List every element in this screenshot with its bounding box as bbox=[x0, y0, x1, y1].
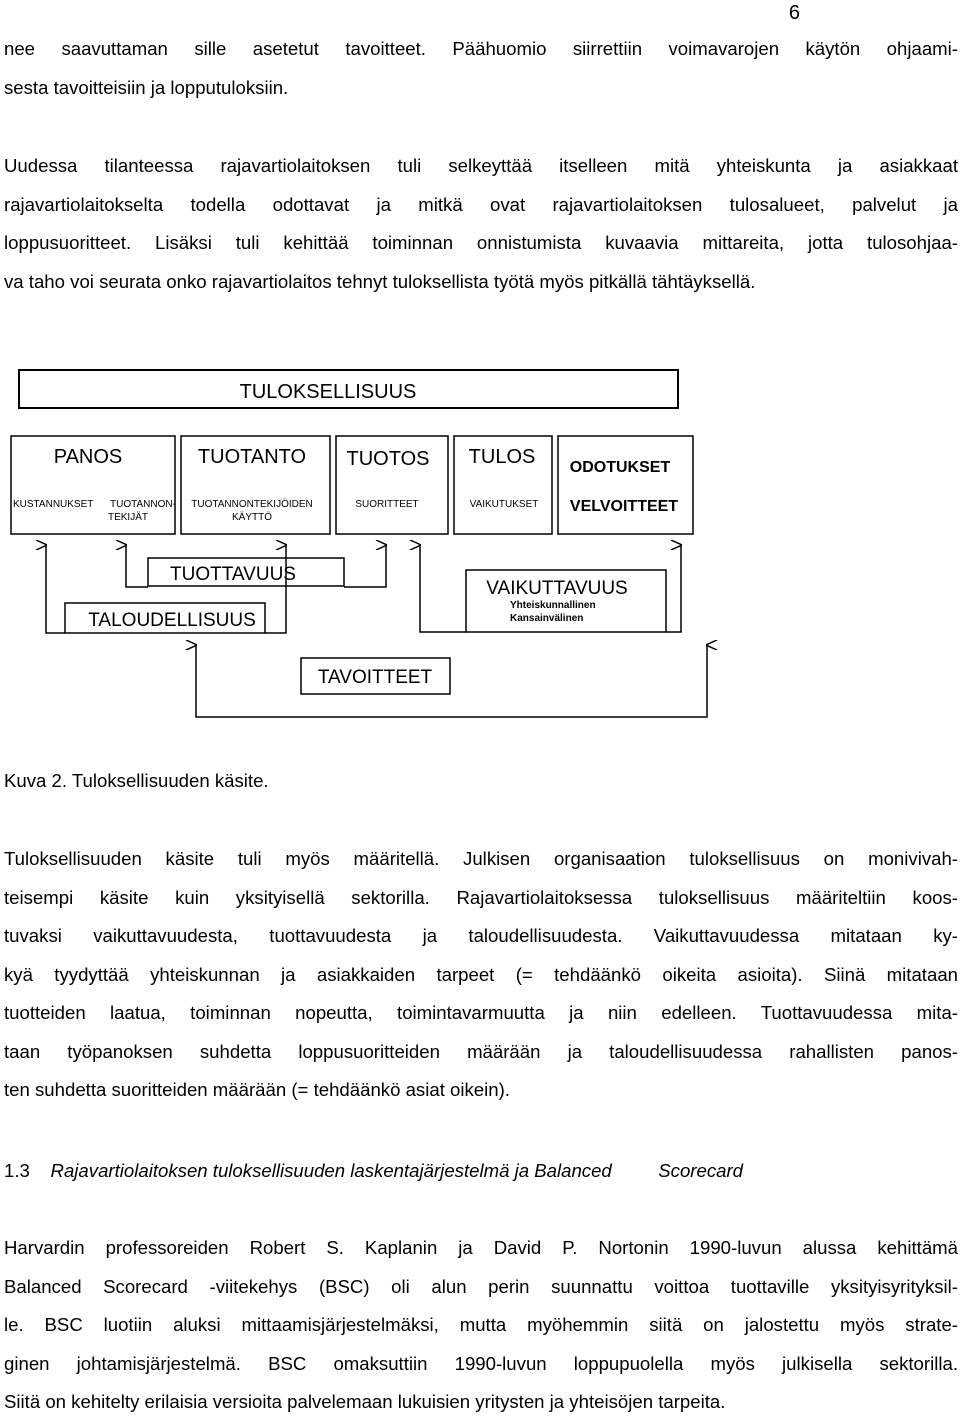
text-line: ten suhdetta suoritteiden määrään (= tehdäänkö asiat oikein). bbox=[4, 1079, 510, 1100]
text-line: taan työpanoksen suhdetta loppusuoritteiden määrään ja taloudellisuudessa rahallisten panos- bbox=[4, 1040, 958, 1062]
connector-vaikuttavuus-left bbox=[420, 545, 466, 632]
text-line: sesta tavoitteisiin ja lopputuloksiin. bbox=[4, 76, 289, 98]
text-line: loppusuoritteet. Lisäksi tuli kehittää toiminnan onnistumista kuvaavia mittareita, jotta tulosohjaa- bbox=[4, 232, 958, 253]
tulos-label: TULOS bbox=[468, 446, 536, 468]
text-line: rajavartiolaitokselta todella odottavat ja mitkä ovat rajavartiolaitoksen tulosalueet, palvelut ja bbox=[4, 193, 958, 215]
connector-taloudellisuus-left bbox=[46, 545, 65, 633]
text-line: nee saavuttaman sille asetetut tavoitteet. Päähuomio siirrettiin voimavarojen käytön ohjaami- bbox=[4, 38, 958, 59]
text-line: va taho voi seurata onko rajavartiolaitos tehnyt tuloksellista työtä myös pitkällä tähtäyksellä. bbox=[4, 270, 756, 292]
text-line: Harvardin professoreiden Robert S. Kaplanin ja David P. Nortonin 1990-luvun alussa kehittämä bbox=[4, 1237, 958, 1258]
text-line: tuotteiden laatua, toiminnan nopeutta, toimintavarmuutta ja niin edelleen. Tuottavuudessa mita- bbox=[4, 1002, 958, 1023]
connector-vaikuttavuus-right bbox=[666, 545, 681, 632]
text-line: kyä tyydyttää yhteiskunnan ja asiakkaiden tarpeet (= tehdäänkö oikeita asioita). Siinä mitataan bbox=[4, 963, 958, 985]
figure-caption: Kuva 2. Tuloksellisuuden käsite. bbox=[4, 770, 269, 791]
connector-tuottavuus-left bbox=[126, 545, 148, 587]
tuloksellisuus-label: TULOKSELLISUUS bbox=[239, 381, 417, 403]
odotukset-label: ODOTUKSET bbox=[569, 459, 671, 476]
paragraph-definition bbox=[4, 840, 958, 1110]
tuotanto-label: TUOTANTO bbox=[197, 446, 307, 468]
kansainvalinen-label: Kansainvälinen bbox=[510, 613, 584, 624]
kustannukset-label: KUSTANNUKSET bbox=[13, 499, 94, 510]
odotukset-box bbox=[558, 436, 693, 534]
kaytto-label-2: KÄYTTÖ bbox=[231, 512, 273, 523]
text-line: teisempi käsite kuin yksityisellä sektorilla. Rajavartiolaitoksessa tuloksellisuus määriteltiin koos- bbox=[4, 886, 958, 908]
connector-tuottavuus-right bbox=[344, 545, 386, 587]
tuottavuus-label: TUOTTAVUUS bbox=[170, 564, 296, 585]
section-title-end: Scorecard bbox=[658, 1160, 744, 1181]
text-line: le. BSC luotiin aluksi mittaamisjärjestelmäksi, mutta myöhemmin siitä on jalostettu myös strate- bbox=[4, 1314, 958, 1335]
section-heading bbox=[4, 1152, 743, 1190]
connector-tavoitteet bbox=[196, 645, 707, 717]
tavoitteet-label: TAVOITTEET bbox=[317, 667, 433, 688]
yhteiskunnallinen-label: Yhteiskunnallinen bbox=[510, 600, 596, 611]
section-title: Rajavartiolaitoksen tuloksellisuuden laskentajärjestelmä ja Balanced bbox=[50, 1160, 612, 1181]
connector-lines bbox=[46, 545, 707, 717]
vaikuttavuus-label: VAIKUTTAVUUS bbox=[486, 578, 628, 599]
kaytto-label-1: TUOTANNONTEKIJÖIDEN bbox=[191, 499, 313, 510]
suoritteet-label: SUORITTEET bbox=[355, 499, 419, 510]
text-line: Balanced Scorecard -viitekehys (BSC) oli alun perin suunnattu voittoa tuottaville yksityisyrityksil- bbox=[4, 1275, 958, 1297]
paragraph-bsc bbox=[4, 1229, 958, 1422]
section-number: 1.3 bbox=[4, 1160, 30, 1181]
text-line: Tuloksellisuuden käsite tuli myös määritellä. Julkisen organisaation tuloksellisuus on monivivah- bbox=[4, 848, 958, 869]
text-line: Siitä on kehitelty erilaisia versioita palvelemaan lukuisien yritysten ja yhteisöjen tarpeita. bbox=[4, 1391, 726, 1412]
tuotannontekijat-label-2: TEKIJÄT bbox=[107, 512, 149, 523]
tuotannontekijat-label-1: TUOTANNON- bbox=[110, 499, 176, 510]
page-number: 6 bbox=[788, 2, 800, 24]
panos-label: PANOS bbox=[53, 446, 123, 468]
tuotos-label: TUOTOS bbox=[346, 448, 430, 470]
text-line: ginen johtamisjärjestelmä. BSC omaksuttiin 1990-luvun loppupuolella myös julkisella sektorilla. bbox=[4, 1352, 958, 1374]
text-line: tuvaksi vaikuttavuudesta, tuottavuudesta ja taloudellisuudesta. Vaikuttavuudessa mitataan ky- bbox=[4, 925, 958, 946]
text-line: Uudessa tilanteessa rajavartiolaitoksen tuli selkeyttää itselleen mitä yhteiskunta ja asiakkaat bbox=[4, 155, 958, 176]
velvoitteet-label: VELVOITTEET bbox=[569, 498, 679, 515]
vaikutukset-label: VAIKUTUKSET bbox=[469, 499, 539, 510]
taloudellisuus-label: TALOUDELLISUUS bbox=[88, 610, 256, 631]
